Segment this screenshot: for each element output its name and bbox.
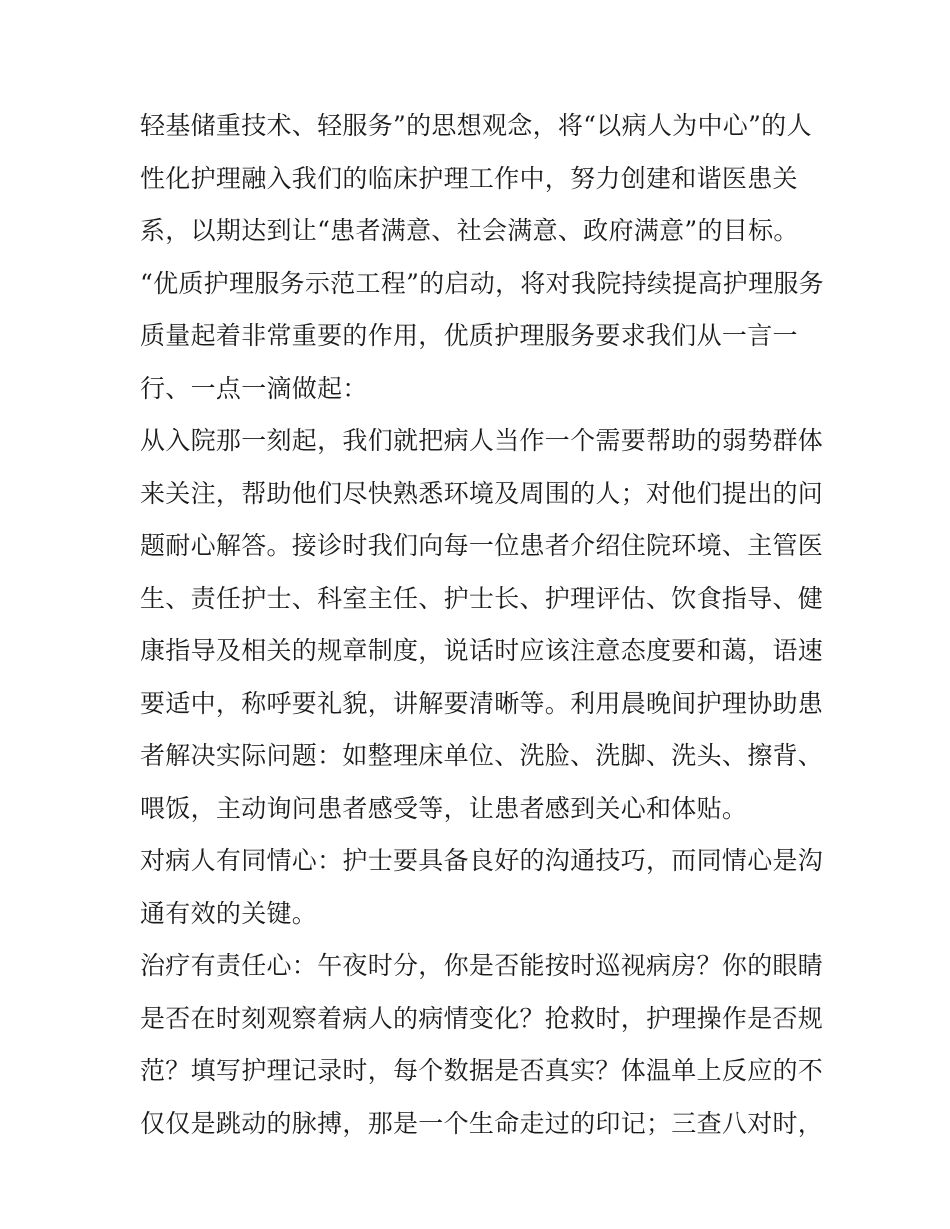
text-line: 对病人有同情心：护士要具备良好的沟通技巧，而同情心是沟 xyxy=(140,846,824,875)
document-body xyxy=(140,100,824,1150)
text-line: 来关注，帮助他们尽快熟悉环境及周围的人；对他们提出的问 xyxy=(140,478,824,508)
text-line: 康指导及相关的规章制度，说话时应该注意态度要和蔼，语速 xyxy=(140,636,824,665)
text-line: 要适中，称呼要礼貌，讲解要清晰等。利用晨晚间护理协助患 xyxy=(140,688,824,718)
text-line: 题耐心解答。接诊时我们向每一位患者介绍住院环境、主管医 xyxy=(140,531,824,560)
text-line: 质量起着非常重要的作用，优质护理服务要求我们从一言一 xyxy=(140,321,798,350)
text-line: 治疗有责任心：午夜时分，你是否能按时巡视病房？你的眼睛 xyxy=(140,951,824,980)
text-line: 从入院那一刻起，我们就把病人当作一个需要帮助的弱势群体 xyxy=(140,426,824,455)
text-line: 系，以期达到让“患者满意、社会满意、政府满意”的目标。 xyxy=(140,216,799,245)
text-line: 生、责任护士、科室主任、护士长、护理评估、饮食指导、健 xyxy=(140,583,824,613)
text-line: 仅仅是跳动的脉搏，那是一个生命走过的印记；三查八对时， xyxy=(140,1108,824,1138)
text-line: “优质护理服务示范工程”的启动，将对我院持续提高护理服务 xyxy=(140,268,824,298)
text-line: 通有效的关键。 xyxy=(140,898,318,928)
text-line: 轻基储重技术、轻服务”的思想观念，将“以病人为中心”的人 xyxy=(140,111,812,140)
text-line: 范？填写护理记录时，每个数据是否真实？体温单上反应的不 xyxy=(140,1056,824,1085)
text-line: 喂饭，主动询问患者感受等，让患者感到关心和体贴。 xyxy=(140,793,748,823)
text-line: 行、一点一滴做起： xyxy=(140,373,368,403)
text-line: 者解决实际问题：如整理床单位、洗脸、洗脚、洗头、擦背、 xyxy=(140,741,824,770)
text-line: 是否在时刻观察着病人的病情变化？抢救时，护理操作是否规 xyxy=(140,1003,824,1033)
text-line: 性化护理融入我们的临床护理工作中，努力创建和谐医患关 xyxy=(140,163,798,193)
